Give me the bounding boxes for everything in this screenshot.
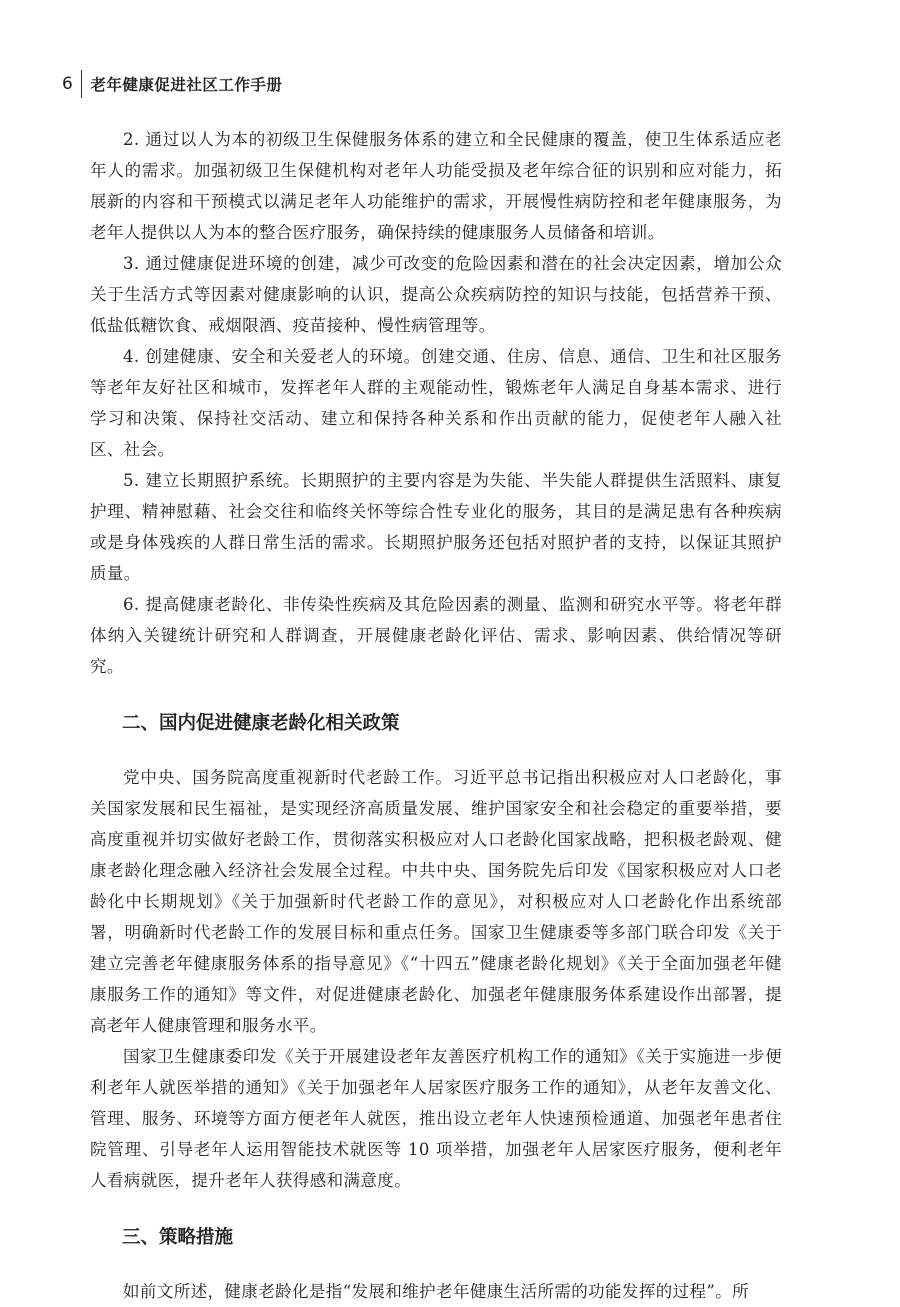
section-heading-domestic-policy: 二、国内促进健康老龄化相关政策 <box>122 713 400 734</box>
page-number: 6 <box>62 74 73 94</box>
book-title: 老年健康促进社区工作手册 <box>90 76 283 94</box>
paragraph-item-3: 3. 通过健康促进环境的创建，减少可改变的危险因素和潜在的社会决定因素，增加公众关于生活方式等因素对健康影响的认识，提高公众疾病防控的知识与技能，包括营养干预、低盐低糖饮食、戒烟限酒、疫苗接种、慢性病管理等。 <box>90 254 782 335</box>
paragraph-item-2: 2. 通过以人为本的初级卫生保健服务体系的建立和全民健康的覆盖，使卫生体系适应老年人的需求。加强初级卫生保健机构对老年人功能受损及老年综合征的识别和应对能力，拓展新的内容和干预模式以满足老年人功能维护的需求，开展慢性病防控和老年健康服务，为老年人提供以人为本的整合医疗服务，确保持续的健康服务人员储备和培训。 <box>90 130 782 242</box>
paragraph-policy-1: 党中央、国务院高度重视新时代老龄工作。习近平总书记指出积极应对人口老龄化，事关国家发展和民生福祉，是实现经济高质量发展、维护国家安全和社会稳定的重要举措，要高度重视并切实做好老龄工作，贯彻落实积极应对人口老龄化国家战略，把积极老龄观、健康老龄化理念融入经济社会发展全过程。中共中央、国务院先后印发《国家积极应对人口老龄化中长期规划》《关于加强新时代老龄工作的意见》，对积极应对人口老龄化作出系统部署，明确新时代老龄工作的发展目标和重点任务。国家卫生健康委等多部门联合印发《关于建立完善老年健康服务体系的指导意见》《“十四五”健康老龄化规划》《关于全面加强老年健康服务工作的通知》等文件，对促进健康老龄化、加强老年健康服务体系建设作出部署，提高老年人健康管理和服务水平。 <box>90 768 782 1035</box>
paragraph-item-6: 6. 提高健康老龄化、非传染性疾病及其危险因素的测量、监测和研究水平等。将老年群体纳入关键统计研究和人群调查，开展健康老龄化评估、需求、影响因素、供给情况等研究。 <box>90 595 782 676</box>
section-heading-strategy: 三、策略措施 <box>122 1227 234 1248</box>
header-divider <box>81 70 83 98</box>
paragraph-policy-2: 国家卫生健康委印发《关于开展建设老年友善医疗机构工作的通知》《关于实施进一步便利老年人就医举措的通知》《关于加强老年人居家医疗服务工作的通知》，从老年友善文化、管理、服务、环境等方面方便老年人就医，推出设立老年人快速预检通道、加强老年患者住院管理、引导老年人运用智能技术就医等 10 项举措，加强老年人居家医疗服务，便利老年人看病就医，提升老年人获得感和满意度。 <box>90 1047 782 1190</box>
paragraph-strategy-1: 如前文所述，健康老龄化是指“发展和维护老年健康生活所需的功能发挥的过程”。所 <box>123 1282 750 1301</box>
page-body <box>90 124 782 1307</box>
running-header <box>62 66 282 102</box>
paragraph-item-5: 5. 建立长期照护系统。长期照护的主要内容是为失能、半失能人群提供生活照料、康复护理、精神慰藉、社会交往和临终关怀等综合性专业化的服务，其目的是满足患有各种疾病或是身体残疾的人群日常生活的需求。长期照护服务还包括对照护者的支持，以保证其照护质量。 <box>90 471 782 583</box>
paragraph-item-4: 4. 创建健康、安全和关爱老人的环境。创建交通、住房、信息、通信、卫生和社区服务等老年友好社区和城市，发挥老年人群的主观能动性，锻炼老年人满足自身基本需求、进行学习和决策、保持社交活动、建立和保持各种关系和作出贡献的能力，促使老年人融入社区、社会。 <box>90 347 782 459</box>
